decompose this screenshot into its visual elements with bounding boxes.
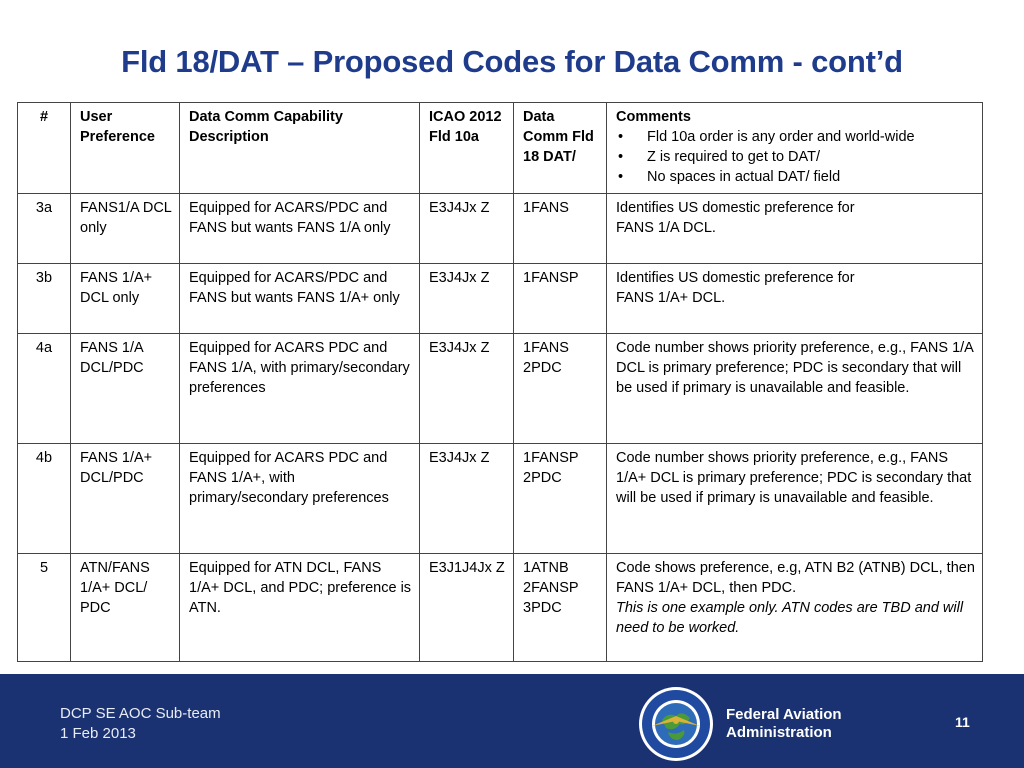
comment-line: Code shows preference, e.g, ATN B2 (ATNB) DCL, then FANS 1/A+ DCL, then PDC. (616, 560, 975, 596)
table-row (18, 264, 983, 334)
comment-italic-note: This is one example only. ATN codes are TBD and will need to be worked. (616, 600, 964, 636)
header-comments-bullets (616, 127, 976, 187)
cell-user-preference: FANS 1/A+ DCL only (71, 264, 180, 334)
comment-line: Identifies US domestic preference for (616, 270, 855, 286)
cell-dat (514, 554, 607, 662)
agency-line-2: Administration (726, 724, 832, 741)
cell-icao: E3J1J4Jx Z (420, 554, 514, 662)
cell-user-preference: FANS 1/A DCL/PDC (71, 334, 180, 444)
cell-comments (607, 554, 983, 662)
cell-user-preference: ATN/FANS 1/A+ DCL/ PDC (71, 554, 180, 662)
cell-dat (514, 264, 607, 334)
footer-info (60, 704, 221, 744)
cell-dat (514, 444, 607, 554)
header-comments (607, 103, 983, 194)
cell-icao: E3J4Jx Z (420, 264, 514, 334)
page-number: 11 (955, 714, 970, 730)
dat-code: 1FANS (523, 340, 569, 356)
header-comments-title: Comments (616, 109, 691, 125)
comment-line: FANS 1/A+ DCL. (616, 290, 726, 306)
table-header-row (18, 103, 983, 194)
comment-line: FANS 1/A DCL. (616, 220, 716, 236)
dat-code: 2PDC (523, 360, 562, 376)
cell-capability: Equipped for ACARS PDC and FANS 1/A+, with primary/secondary preferences (180, 444, 420, 554)
dat-code: 1FANSP (523, 450, 579, 466)
dat-code: 1FANS (523, 200, 569, 216)
cell-capability: Equipped for ATN DCL, FANS 1/A+ DCL, and PDC; preference is ATN. (180, 554, 420, 662)
agency-name (726, 706, 842, 742)
header-bullet: • Z is required to get to DAT/ (616, 147, 976, 167)
footer-band (0, 674, 1024, 768)
dat-code: 1ATNB (523, 560, 569, 576)
cell-user-preference: FANS 1/A+ DCL/PDC (71, 444, 180, 554)
dat-code: 1FANSP (523, 270, 579, 286)
comment-line: Identifies US domestic preference for (616, 200, 855, 216)
cell-capability: Equipped for ACARS/PDC and FANS but wants FANS 1/A only (180, 194, 420, 264)
header-dat: Data Comm Fld 18 DAT/ (514, 103, 607, 194)
cell-capability: Equipped for ACARS/PDC and FANS but wants FANS 1/A+ only (180, 264, 420, 334)
header-icao: ICAO 2012 Fld 10a (420, 103, 514, 194)
cell-icao: E3J4Jx Z (420, 334, 514, 444)
cell-dat (514, 194, 607, 264)
table-row (18, 194, 983, 264)
cell-icao: E3J4Jx Z (420, 444, 514, 554)
table-row (18, 444, 983, 554)
cell-num: 5 (18, 554, 71, 662)
agency-line-1: Federal Aviation (726, 706, 842, 723)
cell-num: 4b (18, 444, 71, 554)
cell-capability: Equipped for ACARS PDC and FANS 1/A, with primary/secondary preferences (180, 334, 420, 444)
cell-icao: E3J4Jx Z (420, 194, 514, 264)
cell-num: 3a (18, 194, 71, 264)
table-row (18, 334, 983, 444)
cell-dat (514, 334, 607, 444)
comment-line: Code number shows priority preference, e.g., FANS 1/A+ DCL is primary preference; PDC is secondary that will be used if primary is unavailable and feasible. (616, 450, 972, 506)
header-num: # (18, 103, 71, 194)
codes-table (17, 102, 983, 662)
header-bullet: • Fld 10a order is any order and world-wide (616, 127, 976, 147)
dat-code: 3PDC (523, 600, 562, 616)
cell-num: 3b (18, 264, 71, 334)
cell-comments (607, 264, 983, 334)
cell-comments (607, 444, 983, 554)
comment-line: Code number shows priority preference, e.g., FANS 1/A DCL is primary preference; PDC is secondary that will be used if primary is unavailable and feasible. (616, 340, 974, 396)
cell-num: 4a (18, 334, 71, 444)
dat-code: 2PDC (523, 470, 562, 486)
header-capability: Data Comm Capability Description (180, 103, 420, 194)
dat-code: 2FANSP (523, 580, 579, 596)
table-row (18, 554, 983, 662)
faa-seal-icon (638, 686, 714, 762)
footer-team: DCP SE AOC Sub-team (60, 705, 221, 722)
header-user-preference: User Preference (71, 103, 180, 194)
cell-user-preference: FANS1/A DCL only (71, 194, 180, 264)
cell-comments (607, 194, 983, 264)
footer-date: 1 Feb 2013 (60, 725, 136, 742)
cell-comments (607, 334, 983, 444)
slide-title: Fld 18/DAT – Proposed Codes for Data Comm - cont’d (121, 44, 903, 79)
header-bullet: • No spaces in actual DAT/ field (616, 167, 976, 187)
